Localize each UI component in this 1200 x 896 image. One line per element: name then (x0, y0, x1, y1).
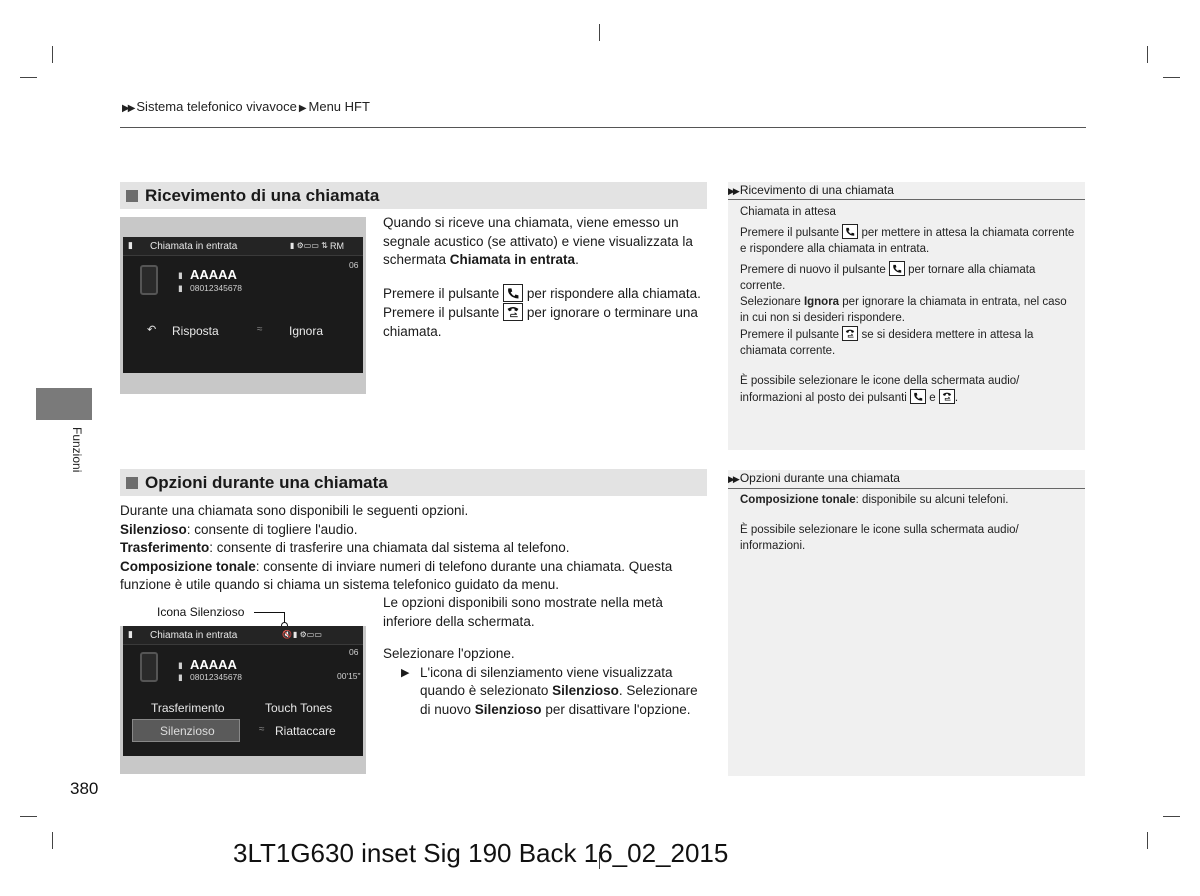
square-bullet-icon (126, 190, 138, 202)
side-note-title: ▶▶ Ricevimento di una chiamata (728, 182, 1085, 200)
section1-para3: Premere il pulsante per ignorare o terminare una chiamata. (383, 305, 698, 339)
crop-mark (1147, 46, 1148, 63)
transfer-button[interactable]: Trasferimento (151, 701, 225, 715)
hang-up-screen-icon: ≈ (259, 724, 265, 735)
touch-tones-button[interactable]: Touch Tones (265, 701, 333, 715)
side-note-subtitle: Chiamata in attesa (740, 206, 836, 218)
crop-mark (20, 816, 37, 817)
pick-up-icon (842, 224, 858, 239)
chapter-tab (36, 388, 92, 420)
section2-right-para1: Le opzioni disponibili sono mostrate nella metà inferiore della schermata. (383, 595, 663, 629)
breadcrumb (122, 99, 370, 114)
pick-up-icon (503, 284, 523, 302)
caller-icon: ▮ (178, 660, 183, 670)
side-note-line: Composizione tonale: disponibile su alcuni telefoni. (740, 494, 1009, 506)
answer-icon: ↶ (147, 324, 157, 336)
section-title-ricevimento (120, 182, 707, 209)
hang-up-icon (842, 326, 858, 341)
double-arrow-icon: ▶▶ (122, 103, 134, 114)
section-title-opzioni (120, 469, 707, 496)
crop-mark (1147, 832, 1148, 849)
side-note-ricevimento (728, 182, 1085, 450)
caller-icon: ▮ (178, 270, 183, 280)
hang-up-button[interactable]: Riattaccare (275, 724, 336, 738)
side-note-line: Premere il pulsante se si desidera mettere in attesa la chiamata corrente. (740, 326, 1075, 359)
pick-up-icon (889, 261, 905, 276)
crop-mark (599, 24, 600, 41)
screen-title: Chiamata in entrata (150, 241, 238, 252)
side-note-line: Premere di nuovo il pulsante per tornare alla chiamata corrente. (740, 261, 1075, 294)
caller-name: AAAAA (190, 657, 237, 672)
section1-body (383, 214, 708, 341)
section2-note: ▶ L'icona di silenziamento viene visualizzata quando è selezionato Silenzioso. Selezionare di nuovo Silenzioso per disattivare l'opzione. (401, 664, 698, 717)
screen-image-call-options (120, 598, 366, 774)
crop-mark (52, 46, 53, 63)
mute-status-icon: 🔇 (282, 630, 292, 639)
caller-name: AAAAA (190, 267, 237, 282)
section-title-text: Opzioni durante una chiamata (145, 473, 388, 492)
print-footer: 3LT1G630 inset Sig 190 Back 16_02_2015 (233, 838, 729, 868)
double-arrow-icon: ▶▶ (728, 474, 738, 484)
side-note-opzioni (728, 470, 1085, 776)
breadcrumb-part-1: Sistema telefonico vivavoce (136, 99, 297, 114)
section1-para1: Quando si riceve una chiamata, viene emesso un segnale acustico (se attivato) e viene visualizzata la schermata Chiamata in entrata. (383, 215, 693, 267)
number-icon: ▮ (178, 283, 183, 293)
crop-mark (20, 77, 37, 78)
section1-para2: Premere il pulsante per rispondere alla chiamata. (383, 285, 701, 301)
side-note-text (728, 489, 1085, 554)
side-note-line: È possibile selezionare le icone della schermata audio/ informazioni al posto dei pulsanti e . (740, 375, 1020, 404)
section-title-text: Ricevimento di una chiamata (145, 186, 380, 205)
call-counter: 06 (349, 260, 359, 270)
screen-image-incoming-call (120, 217, 366, 394)
screen-title: Chiamata in entrata (150, 630, 238, 641)
arrow-icon: ▶ (401, 666, 410, 679)
side-note-title: ▶▶ Opzioni durante una chiamata (728, 470, 1085, 489)
page-number: 380 (70, 779, 99, 798)
section2-right-text (383, 594, 711, 719)
phone-small-icon: ▮ (128, 240, 133, 250)
chapter-label: Funzioni (70, 427, 84, 473)
double-arrow-icon: ▶▶ (728, 186, 738, 196)
call-time: 00'15" (337, 671, 361, 681)
section2-right-para2: Selezionare l'opzione. (383, 646, 515, 661)
callout-label: Icona Silenzioso (157, 605, 245, 619)
side-note-line: È possibile selezionare le icone sulla schermata audio/ informazioni. (740, 524, 1019, 552)
phone-handset-icon (140, 265, 158, 295)
screen-display (123, 626, 363, 756)
ignore-button[interactable]: Ignora (289, 324, 324, 338)
hang-up-icon (503, 303, 523, 321)
answer-button[interactable]: Risposta (172, 324, 219, 338)
side-note-text (728, 200, 1085, 406)
side-note-line: Selezionare Ignora per ignorare la chiamata in entrata, nel caso in cui non si desideri rispondere. (740, 296, 1067, 324)
phone-small-icon: ▮ (128, 629, 133, 639)
option-composizione: Composizione tonale: consente di inviare numeri di telefono durante una chiamata. Questa funzione è utile quando si chiama un sistema telefonico guidato da menu. (120, 558, 673, 592)
status-icons: ▮ ⚙▭▭ (293, 630, 322, 639)
option-silenzioso: Silenzioso: consente di togliere l'audio. (120, 521, 358, 537)
caller-number: 08012345678 (190, 283, 243, 293)
ignore-icon: ≈ (257, 324, 263, 335)
arrow-icon: ▶ (298, 103, 307, 114)
crop-mark (1163, 816, 1180, 817)
hang-up-icon (939, 389, 955, 404)
phone-handset-icon (140, 652, 158, 682)
mute-button[interactable]: Silenzioso (160, 724, 215, 738)
option-trasferimento: Trasferimento: consente di trasferire una chiamata dal sistema al telefono. (120, 540, 570, 555)
number-icon: ▮ (178, 672, 183, 682)
status-text: RM (330, 241, 344, 251)
screen-display (123, 237, 363, 373)
caller-number: 08012345678 (190, 672, 243, 682)
side-note-line: Premere il pulsante per mettere in attesa la chiamata corrente e rispondere alla chiamata in entrata. (740, 224, 1075, 257)
section2-body (120, 502, 710, 595)
square-bullet-icon (126, 477, 138, 489)
call-counter: 06 (349, 647, 359, 657)
header-rule (120, 127, 1086, 128)
crop-mark (1163, 77, 1180, 78)
status-icons: ▮ ⚙▭▭ ⇅ (290, 241, 328, 250)
callout-line (254, 612, 285, 613)
crop-mark (52, 832, 53, 849)
breadcrumb-part-2: Menu HFT (308, 99, 370, 114)
section2-intro: Durante una chiamata sono disponibili le seguenti opzioni. (120, 503, 469, 518)
pick-up-icon (910, 389, 926, 404)
